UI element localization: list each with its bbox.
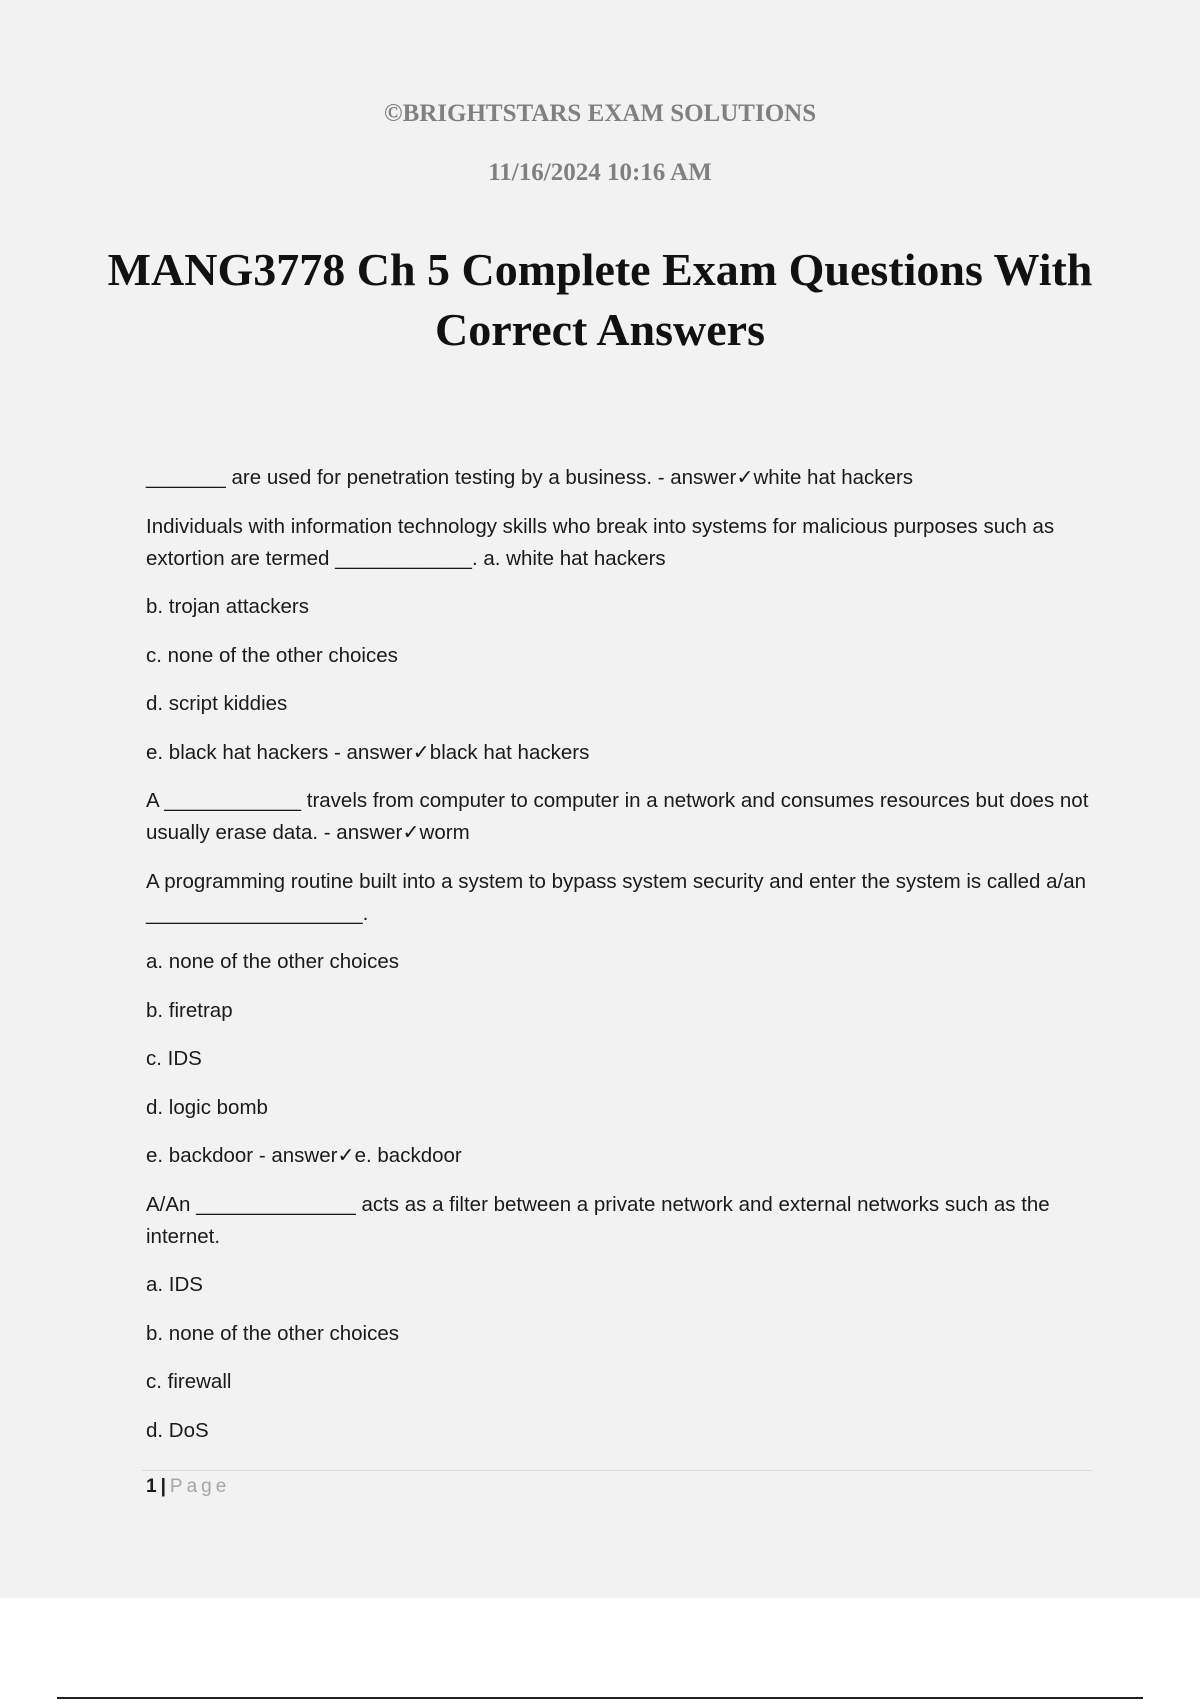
answer-choice: d. script kiddies — [146, 692, 288, 715]
page-number: 1 — [146, 1476, 157, 1497]
question-line: A programming routine built into a system to bypass system security and enter the system is called a/an ___________________. — [146, 869, 1087, 925]
footer-divider — [142, 1470, 1092, 1471]
answer-choice: e. black hat hackers - answer✓black hat hackers — [146, 740, 590, 764]
next-page-divider — [57, 1697, 1143, 1699]
question-list — [146, 462, 1092, 1463]
answer-choice: d. logic bomb — [146, 1095, 268, 1119]
answer-choice: b. trojan attackers — [146, 595, 309, 618]
question-line: Individuals with information technology skills who break into systems for malicious purposes such as extortion are termed ____________. a. white hat hackers — [146, 514, 1055, 570]
header-timestamp: 11/16/2024 10:16 AM — [488, 159, 712, 186]
answer-choice: b. none of the other choices — [146, 1321, 400, 1345]
answer-choice: e. backdoor - answer✓e. backdoor — [146, 1144, 462, 1167]
document-title: MANG3778 Ch 5 Complete Exam Questions With Correct Answers — [107, 244, 1093, 355]
answer-choice: c. firewall — [146, 1370, 232, 1393]
header-organization: ©BRIGHTSTARS EXAM SOLUTIONS — [383, 100, 817, 127]
page-footer — [146, 1474, 230, 1500]
answer-choice: a. none of the other choices — [146, 950, 400, 973]
page-label: Page — [169, 1476, 231, 1497]
question-line: _______ are used for penetration testing by a business. - answer✓white hat hackers — [146, 466, 914, 489]
page-separator: | — [160, 1476, 166, 1497]
answer-choice: b. firetrap — [146, 998, 233, 1022]
answer-choice: c. none of the other choices — [146, 643, 398, 667]
question-line: A ____________ travels from computer to computer in a network and consumes resources but does not usually erase data. - answer✓worm — [146, 789, 1089, 844]
answer-choice: a. IDS — [146, 1273, 203, 1296]
answer-choice: c. IDS — [146, 1047, 202, 1070]
question-line: A/An ______________ acts as a filter between a private network and external networks such as the internet. — [146, 1192, 1050, 1248]
answer-choice: d. DoS — [146, 1418, 209, 1442]
